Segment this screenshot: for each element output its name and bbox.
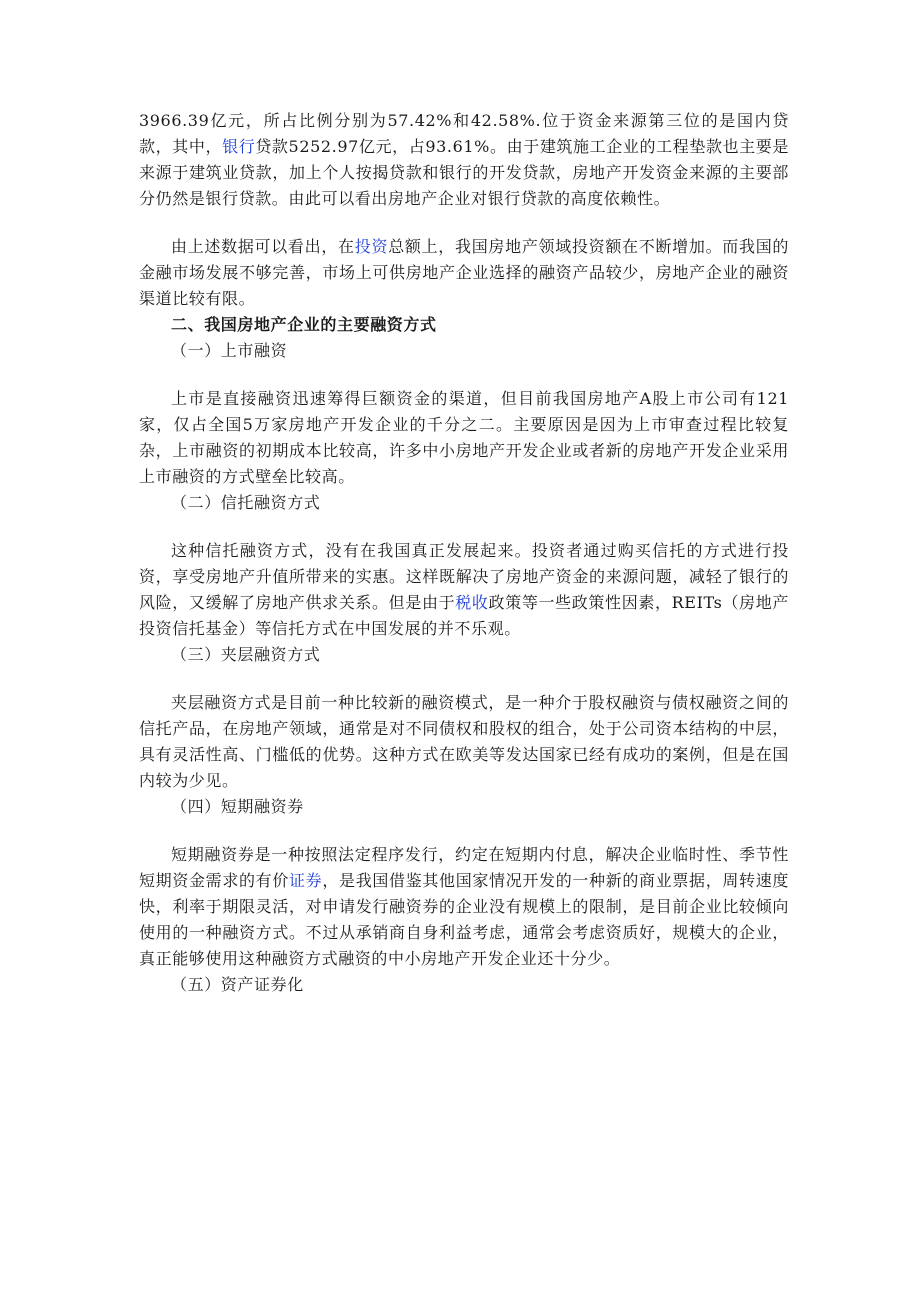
link-tax[interactable]: 税收	[455, 593, 489, 612]
paragraph-text: 短期融资券是一种按照法定程序发行，约定在短期内付息，解决企业临时性、季节性短期资金需求的有价	[139, 845, 789, 890]
paragraph-text: 这种信托融资方式，没有在我国真正发展起来。投资者通过购买信托的方式进行投资，享受房地产升值所带来的实惠。这样既解决了房地产资金的来源问题，减轻了银行的风险，又缓解了房地产供求关系。但是由于	[139, 541, 789, 612]
link-securities[interactable]: 证券	[289, 871, 323, 890]
paragraph-investment-summary	[139, 234, 789, 312]
paragraph-mezzanine: 夹层融资方式是目前一种比较新的融资模式，是一种介于股权融资与债权融资之间的信托产品，在房地产领域，通常是对不同债权和股权的组合，处于公司资本结构的中层，具有灵活性高、门槛低的优势。这种方式在欧美等发达国家已经有成功的案例，但是在国内较为少见。	[139, 693, 789, 790]
paragraph-text: 贷款5252.97亿元，占93.61%。由于建筑施工企业的工程垫款也主要是来源于建筑业贷款，加上个人按揭贷款和银行的开发贷款，房地产开发资金来源的主要部分仍然是银行贷款。由此可以看出房地产企业对银行贷款的高度依赖性。	[139, 137, 790, 208]
subsection-title-listing: （一）上市融资	[171, 341, 288, 360]
paragraph-listing: 上市是直接融资迅速筹得巨额资金的渠道，但目前我国房地产A股上市公司有121家，仅占全国5万家房地产开发企业的千分之二。主要原因是因为上市审查过程比较复杂，上市融资的初期成本比较高，许多中小房地产开发企业或者新的房地产开发企业采用上市融资的方式壁垒比较高。	[139, 389, 789, 486]
paragraph-text: 由上述数据可以看出，在	[171, 237, 355, 256]
document-page	[139, 108, 789, 998]
paragraph-text: 总额上，我国房地产领域投资额在不断增加。而我国的金融市场发展不够完善，市场上可供房地产企业选择的融资产品较少，房地产企业的融资渠道比较有限。	[139, 237, 790, 308]
paragraph-text: ，是我国借鉴其他国家情况开发的一种新的商业票据，周转速度快，利率于期限灵活，对申请发行融资券的企业没有规模上的限制，是目前企业比较倾向使用的一种融资方式。不过从承销商自身利益考虑，通常会考虑资质好，规模大的企业，真正能够使用这种融资方式融资的中小房地产开发企业还十分少。	[139, 871, 789, 968]
paragraph-text: 政策等一些政策性因素，REITs（房地产投资信托基金）等信托方式在中国发展的并不乐观。	[139, 593, 789, 638]
link-investment[interactable]: 投资	[354, 237, 389, 256]
subsection-title-securitization: （五）资产证券化	[171, 975, 304, 994]
section-heading: 二、我国房地产企业的主要融资方式	[171, 315, 437, 334]
link-bank[interactable]: 银行	[222, 137, 256, 156]
paragraph-funding-sources	[139, 108, 789, 212]
subsection-title-mezzanine: （三）夹层融资方式	[171, 645, 321, 664]
subsection-title-short-term-bills: （四）短期融资券	[171, 797, 304, 816]
subsection-title-trust: （二）信托融资方式	[171, 493, 321, 512]
paragraph-trust	[139, 538, 789, 642]
paragraph-short-term-bills	[139, 842, 789, 972]
paragraph-text: 3966.39亿元，所占比例分别为57.42%和42.58%.位于资金来源第三位的是国内贷款，其中，	[139, 111, 789, 156]
